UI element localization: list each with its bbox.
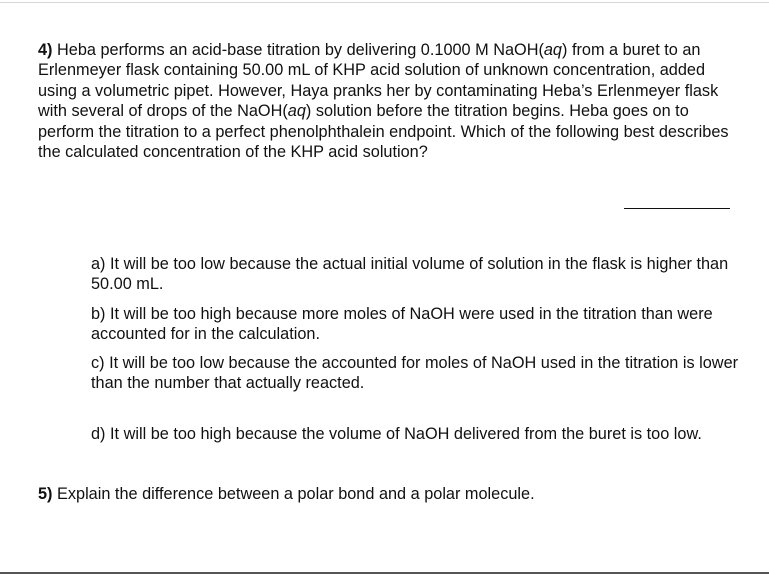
top-divider: [0, 2, 769, 3]
question-4-aq-1: aq: [543, 41, 562, 59]
question-5: [38, 484, 738, 504]
option-c: c) It will be too low because the accounted for moles of NaOH used in the titration is lower than the number that actually reacted.: [91, 354, 739, 393]
question-4-aq-2: aq: [287, 102, 306, 121]
question-4: [38, 40, 738, 162]
question-5-text: Explain the difference between a polar bond and a polar molecule.: [52, 485, 535, 503]
question-4-text-part1: Heba performs an acid-base titration by delivering 0.1000 M NaOH(: [52, 41, 544, 59]
option-b: b) It will be too high because more moles of NaOH were used in the titration than were accounted for in the calculation.: [91, 305, 713, 344]
answer-blank-line[interactable]: [624, 208, 730, 209]
option-a: a) It will be too low because the actual initial volume of solution in the flask is higher than 50.00 mL.: [91, 255, 729, 294]
question-4-text-part2: ) from a buret to an Erlenmeyer flask containing 50.00 mL of KHP acid solution of unknown concentration, added using a volumetric pipet. However, Haya pranks her by contaminating Heba’s Erlenmeyer flask with several of drops of the NaOH(: [38, 41, 719, 121]
question-5-number: 5): [38, 485, 53, 503]
question-4-text-part3: ) solution before the titration begins. Heba goes on to perform the titration to a perfect phenolphthalein endpoint. Which of the following best describes the calculated concentration of the KHP acid solution?: [38, 102, 729, 162]
bottom-divider: [0, 572, 769, 574]
option-d: d) It will be too high because the volume of NaOH delivered from the buret is too low.: [91, 425, 702, 443]
question-4-number: 4): [38, 41, 53, 59]
